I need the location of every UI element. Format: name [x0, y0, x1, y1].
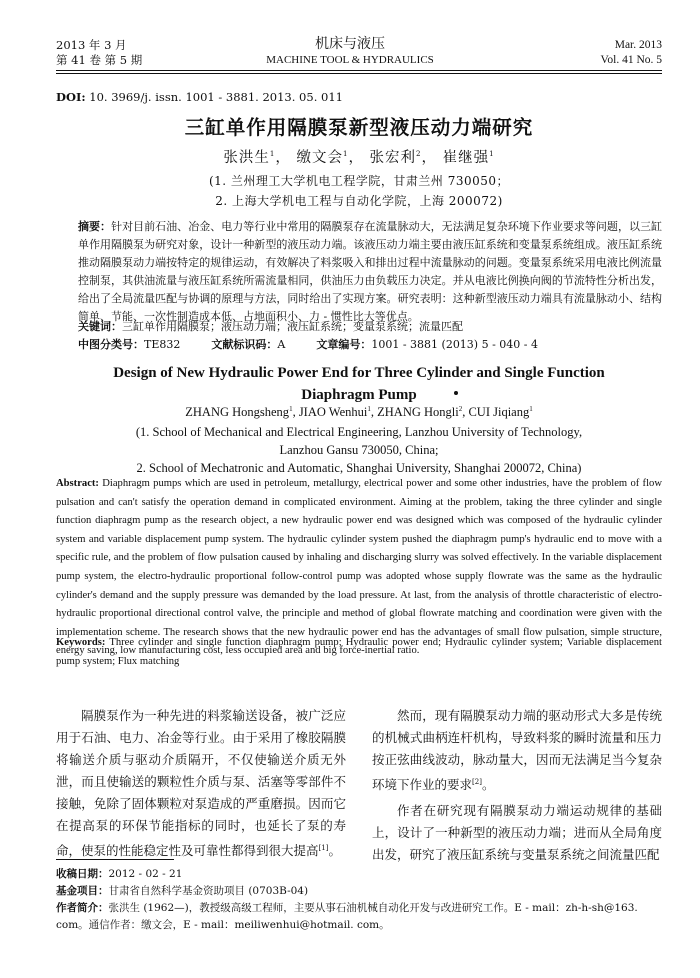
- author-affil-mark: 2: [416, 150, 422, 159]
- body-paragraph: [56, 705, 346, 862]
- authors-cn: 张洪生$^1$， 缴文会$^1$， 张宏利$^2$， 崔继强$^1$: [223, 150, 495, 166]
- affiliation-en-1b: Lanzhou Gansu 730050, China;: [279, 443, 439, 457]
- abstract-text-en: Diaphragm pumps which are used in petroleum, metallurgy, electrical power and some other industries, have the problem of flow pulsation and can't satisfy the operation demand in complicated environment. Aiming at the problem, taking the three cylinder and single function diaphragm pump as the research object, a new hydraulic power end was designed which was composed of the hydraulic cylinder system and variable displacement pump system. The hydraulic cylinder system pushed the diaphragm pump's hydraulic end to move with a specific rule, and the problem of flow pulsation caused by inhaling and discharging slurry was solved effectively. In the variable displacement pump system, the electro-hydraulic proportional follow-control pump was adopted whose supply flowrate was the same as the hydraulic cylinder's demand and the supply pressure was demanded by the load pressure. At last, from the analysis of throttle characteristic of electro-hydraulic proportional directional control valve, the principle and method of global flowrate matching and coordination were given with the implementation scheme. The research shows that the new hydraulic power end has the advantages of small flow pulsation, simple structure, energy saving, low manufacturing cost, less occupied area and big force-inertial ratio.: [56, 478, 662, 657]
- header-rule-2: [56, 73, 662, 74]
- author-affil-mark: 1: [367, 405, 371, 413]
- paper-title-en-line2: Diaphragm Pump: [301, 387, 417, 403]
- clc-label: 中图分类号：: [78, 338, 144, 351]
- author-name-en: ZHANG Hongli: [377, 405, 459, 420]
- fund-text: 甘肃省自然科学基金资助项目 (0703B-04): [108, 885, 309, 897]
- paper-title-en-line1: Design of New Hydraulic Power End for Three Cylinder and Single Function: [113, 365, 605, 381]
- author-name: 缴文会: [296, 150, 343, 166]
- paper-title-cn: 三缸单作用隔膜泵新型液压动力端研究: [184, 116, 534, 139]
- author-name: 崔继强: [442, 150, 490, 166]
- citation[interactable]: [2]: [472, 778, 482, 786]
- header-volume-en: Vol. 41 No. 5: [600, 54, 662, 66]
- doc-code-label: 文献标识码：: [211, 338, 278, 351]
- body-column-left: [56, 705, 346, 862]
- abstract-text-cn: 针对目前石油、冶金、电力等行业中常用的隔膜泵存在流量脉动大，无法满足复杂环境下作业要求等问题，以三缸单作用隔膜泵为研究对象，设计一种新型的液压动力端。该液压动力端主要由液压缸系统和变量泵系统组成。液压缸系统推动隔膜泵动力端按特定的规律运动，有效解决了料浆吸入和排出过程中流量脉动的问题。变量泵系统采用电液比例流量控制泵，其供油流量与液压缸系统所需流量相同，供油压力由负载压力决定。并从电液比例换向阀的节流特性分析出发，给出了全局流量匹配与协调的原理与方法，同时给出了实现方案。研究表明：这种新型液压动力端具有流量脉动小、结构简单、节能、一次性制造成本低、占地面积小、力 - 惯性比大等优点。: [78, 220, 663, 323]
- doi-value[interactable]: 10. 3969/j. issn. 1001 - 3881. 2013. 05. 011: [89, 90, 343, 104]
- affiliation-cn-1: (1. 兰州理工大学机电工程学院，甘肃兰州 730050；: [208, 174, 510, 188]
- journal-date-volume: [56, 38, 142, 68]
- paper-title-en: [56, 362, 662, 406]
- journal-date-volume-en: [601, 38, 662, 68]
- doc-code-value: A: [277, 338, 286, 351]
- author-affil-mark: 2: [458, 405, 463, 413]
- author-affil-mark: 1: [289, 405, 293, 413]
- article-number-value: 1001 - 3881 (2013) 5 - 040 - 4: [371, 338, 539, 351]
- author-affil-mark: 1: [489, 150, 495, 159]
- citation[interactable]: [1]: [318, 844, 329, 852]
- author-name: 张洪生: [223, 150, 270, 166]
- abstract-cn: [78, 218, 662, 326]
- affiliation-cn-2: 2. 上海大学机电工程与自动化学院，上海 200072): [215, 194, 503, 208]
- affiliation-en-1a: (1. School of Mechanical and Electrical Engineering, Lanzhou University of Technology,: [135, 425, 583, 439]
- abstract-label-cn: 摘要：: [78, 220, 112, 233]
- footnote-rule: [56, 859, 174, 860]
- author-bio-label: 作者简介：: [56, 902, 109, 914]
- mark-dot: [454, 391, 458, 395]
- header-date: 2013 年 3 月: [56, 38, 127, 52]
- footnote-author: [56, 900, 662, 934]
- keywords-label-cn: 关键词：: [78, 320, 122, 333]
- journal-name-cn: 机床与液压: [315, 36, 385, 52]
- author-affil-mark: 1: [529, 405, 533, 413]
- author-affil-mark: 1: [269, 150, 276, 159]
- journal-title: [200, 36, 500, 68]
- received-label: 收稿日期：: [56, 868, 109, 880]
- authors-en: ZHANG Hongsheng$^1$, JIAO Wenhui$^1$, ZHANG Hongli$^2$, CUI Jiqiang$^1$: [185, 405, 533, 420]
- keywords-text-cn: 三缸单作用隔膜泵；液压动力端；液压缸系统；变量泵系统；流量匹配: [122, 320, 463, 333]
- author-name-en: ZHANG Hongsheng: [185, 405, 290, 420]
- header-rule: [56, 70, 662, 71]
- body-text: 然而，现有隔膜泵动力端的驱动形式大多是传统的机械式曲柄连杆机构，导致料浆的瞬时流量和压力按正弦曲线波动，脉动量大，因而无法满足当今复杂环境下作业的要求: [372, 708, 662, 793]
- author-name-en: JIAO Wenhui: [298, 405, 368, 420]
- article-number-label: 文章编号：: [316, 338, 372, 351]
- doi-label: DOI:: [56, 90, 86, 104]
- keywords-text-en: Three cylinder and single function diaphragm pump; Hydraulic power end; Hydraulic cylinder system; Variable displacement pump system; Flux matching: [56, 637, 662, 667]
- received-date: 2012 - 02 - 21: [108, 868, 183, 880]
- body-paragraph: 作者在研究现有隔膜泵动力端运动规律的基础上，设计了一种新型的液压动力端；进而从全局角度出发，研究了液压缸系统与变量泵系统之间流量匹配: [372, 803, 662, 863]
- body-paragraph: [372, 705, 662, 796]
- abstract-label-en: Abstract:: [56, 478, 99, 489]
- header-date-en: Mar. 2013: [614, 39, 662, 51]
- body-column-right: [372, 705, 662, 866]
- keywords-en: [56, 634, 662, 671]
- classification-line: [78, 336, 538, 354]
- keywords-label-en: Keywords:: [56, 637, 106, 648]
- author-name: 张宏利: [369, 150, 417, 166]
- footnote-received: [56, 866, 662, 883]
- keywords-cn: [78, 318, 463, 336]
- author-name-en: CUI Jiqiang: [468, 405, 530, 420]
- body-text: 隔膜泵作为一种先进的料浆输送设备，被广泛应用于石油、电力、冶金等行业。由于采用了橡胶隔膜将输送介质与驱动介质隔开，不仅使输送介质无外泄，而且使输送的颗粒性介质与泵、活塞等零部件不接触，免除了固体颗粒对泵造成的严重磨损。因而它在提高泵的环保节能指标的同时，也延长了泵的寿命，使泵的性能稳定性及可靠性都得到很大提高: [56, 708, 346, 859]
- journal-name-en: MACHINE TOOL & HYDRAULICS: [266, 54, 434, 66]
- doi-line: [56, 90, 343, 104]
- fund-label: 基金项目：: [56, 885, 109, 897]
- header-volume: 第 41 卷 第 5 期: [56, 53, 143, 67]
- author-affil-mark: 1: [342, 150, 349, 159]
- body-text-end: 。: [481, 777, 495, 793]
- footnote-fund: [56, 883, 662, 900]
- body-text-end: 。: [328, 843, 341, 859]
- affiliation-en-2: 2. School of Mechatronic and Automatic, Shanghai University, Shanghai 200072, China): [136, 461, 582, 475]
- clc-value: TE832: [144, 338, 181, 351]
- author-bio-text: 张洪生 (1962—)，教授级高级工程师，主要从事石油机械自动化开发与改进研究工作。E - mail：zh-h-sh@163. com。通信作者：缴文会，E - mail：meiliwenhui@hotmail. com。: [56, 902, 638, 931]
